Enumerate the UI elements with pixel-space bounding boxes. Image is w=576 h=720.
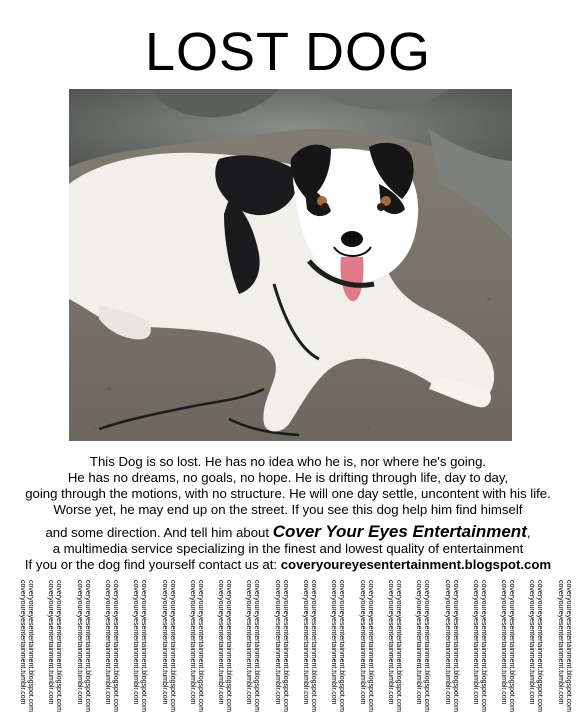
tear-off-tabs — [0, 580, 576, 720]
tab-blog-url: coveryoureyesentertainment.blogspot.com — [168, 580, 176, 712]
tear-off-tab — [402, 580, 430, 720]
tear-off-tab — [544, 580, 572, 720]
tab-tumblr-url: coveryoureyesentertainment.tumblr.com — [188, 580, 196, 705]
tear-off-tab — [459, 580, 487, 720]
tab-tumblr-url: coveryoureyesentertainment.tumblr.com — [302, 580, 309, 705]
body-line-5 — [0, 524, 576, 541]
tab-tumblr-url: coveryoureyesentertainment.tumblr.com — [528, 580, 536, 705]
tear-off-tab — [374, 580, 402, 720]
tab-tumblr-url: coveryoureyesentertainment.tumblr.com — [358, 580, 366, 705]
tab-blog-url: coveryoureyesentertainment.blogspot.com — [394, 580, 402, 712]
tear-off-tab — [515, 580, 543, 720]
tab-tumblr-url: coveryoureyesentertainment.tumblr.com — [500, 580, 508, 705]
body-line-5-post: , — [526, 525, 531, 540]
tab-text — [487, 580, 515, 720]
tab-tumblr-url: coveryoureyesentertainment.tumblr.com — [103, 580, 111, 705]
tab-blog-url: coveryoureyesentertainment.blogspot.com — [83, 580, 91, 712]
poster-body-text — [0, 454, 576, 573]
dog-photo — [69, 89, 512, 441]
tear-off-tab — [487, 580, 515, 720]
tab-blog-url: coveryoureyesentertainment.blogspot.com — [225, 580, 233, 712]
tear-off-tab — [63, 580, 91, 720]
tab-text — [91, 580, 119, 720]
dog-photo-illustration — [69, 89, 512, 441]
tab-text — [176, 580, 204, 720]
tab-blog-url: coveryoureyesentertainment.blogspot.com — [111, 580, 119, 712]
tear-off-tab — [91, 580, 119, 720]
tear-off-tab — [289, 580, 317, 720]
tab-text — [204, 580, 232, 720]
tab-blog-url: coveryoureyesentertainment.blogspot.com — [281, 580, 289, 712]
tab-text — [232, 580, 260, 720]
tab-tumblr-url: coveryoureyesentertainment.tumblr.com — [471, 580, 479, 705]
tab-text — [148, 580, 176, 720]
tear-off-tab — [34, 580, 62, 720]
dog-nose — [341, 231, 363, 247]
tab-blog-url: coveryoureyesentertainment.blogspot.com — [310, 580, 317, 712]
contact-prefix: If you or the dog find yourself contact us at: — [24, 557, 281, 572]
poster-title: LOST DOG — [144, 22, 432, 82]
tab-text — [6, 580, 34, 720]
tab-blog-url: coveryoureyesentertainment.blogspot.com — [338, 580, 346, 712]
tab-text — [317, 580, 345, 720]
tab-tumblr-url: coveryoureyesentertainment.tumblr.com — [273, 580, 281, 705]
tab-tumblr-url: coveryoureyesentertainment.tumblr.com — [330, 580, 338, 705]
tab-blog-url: coveryoureyesentertainment.blogspot.com — [196, 580, 204, 712]
body-line-6: a multimedia service specializing in the finest and lowest quality of entertainment — [52, 541, 524, 556]
tab-tumblr-url: coveryoureyesentertainment.tumblr.com — [217, 580, 225, 705]
blog-url: coveryoureyesentertainment.blogspot.com — [280, 557, 552, 572]
tab-tumblr-url: coveryoureyesentertainment.tumblr.com — [556, 580, 564, 705]
body-line-4: Worse yet, he may end up on the street. If you see this dog help him find himself — [53, 502, 523, 517]
tab-tumblr-url: coveryoureyesentertainment.tumblr.com — [75, 580, 83, 705]
tab-text — [346, 580, 374, 720]
tab-blog-url: coveryoureyesentertainment.blogspot.com — [140, 580, 148, 712]
tab-text — [515, 580, 543, 720]
tab-tumblr-url: coveryoureyesentertainment.tumblr.com — [245, 580, 253, 705]
tab-tumblr-url: coveryoureyesentertainment.tumblr.com — [19, 580, 26, 705]
tab-tumblr-url: coveryoureyesentertainment.tumblr.com — [386, 580, 394, 705]
tear-off-tab — [232, 580, 260, 720]
dog-eye-left — [321, 203, 329, 211]
tear-off-tab — [204, 580, 232, 720]
tab-text — [544, 580, 572, 720]
tab-blog-url: coveryoureyesentertainment.blogspot.com — [55, 580, 63, 712]
tab-blog-url: coveryoureyesentertainment.blogspot.com — [536, 580, 544, 712]
tab-blog-url: coveryoureyesentertainment.blogspot.com — [508, 580, 516, 712]
body-line-2: He has no dreams, no goals, no hope. He is drifting through life, day to day, — [67, 470, 509, 485]
tab-text — [34, 580, 62, 720]
body-line-7 — [0, 557, 576, 573]
tear-off-tab — [346, 580, 374, 720]
tab-blog-url: coveryoureyesentertainment.blogspot.com — [479, 580, 487, 712]
tab-tumblr-url: coveryoureyesentertainment.tumblr.com — [132, 580, 140, 705]
tab-tumblr-url: coveryoureyesentertainment.tumblr.com — [443, 580, 451, 705]
tab-text — [459, 580, 487, 720]
tear-off-tab — [431, 580, 459, 720]
tab-blog-url: coveryoureyesentertainment.blogspot.com — [253, 580, 261, 712]
tab-blog-url: coveryoureyesentertainment.blogspot.com — [451, 580, 459, 712]
tab-blog-url: coveryoureyesentertainment.blogspot.com — [366, 580, 374, 712]
tab-blog-url: coveryoureyesentertainment.blogspot.com — [27, 580, 34, 712]
tear-off-tab — [261, 580, 289, 720]
body-line-1: This Dog is so lost. He has no idea who he is, nor where he's going. — [89, 454, 487, 469]
body-line-3: going through the motions, with no structure. He will one day settle, uncontent with his life. — [25, 486, 551, 501]
tab-blog-url: coveryoureyesentertainment.blogspot.com — [564, 580, 572, 712]
tab-tumblr-url: coveryoureyesentertainment.tumblr.com — [160, 580, 168, 705]
dog-eye-right — [377, 203, 385, 211]
tab-text — [431, 580, 459, 720]
tear-off-tab — [119, 580, 147, 720]
tear-off-tab — [148, 580, 176, 720]
tab-text — [261, 580, 289, 720]
tear-off-tab — [176, 580, 204, 720]
tab-tumblr-url: coveryoureyesentertainment.tumblr.com — [47, 580, 55, 705]
tab-text — [402, 580, 430, 720]
tab-text — [289, 580, 317, 720]
tab-tumblr-url: coveryoureyesentertainment.tumblr.com — [415, 580, 423, 705]
body-line-5-pre: and some direction. And tell him about — [45, 525, 273, 540]
tab-text — [63, 580, 91, 720]
tear-off-tab — [317, 580, 345, 720]
tab-blog-url: coveryoureyesentertainment.blogspot.com — [423, 580, 431, 712]
tab-text — [374, 580, 402, 720]
brand-name: Cover Your Eyes Entertainment — [272, 522, 527, 541]
tear-off-tab — [6, 580, 34, 720]
tab-text — [119, 580, 147, 720]
